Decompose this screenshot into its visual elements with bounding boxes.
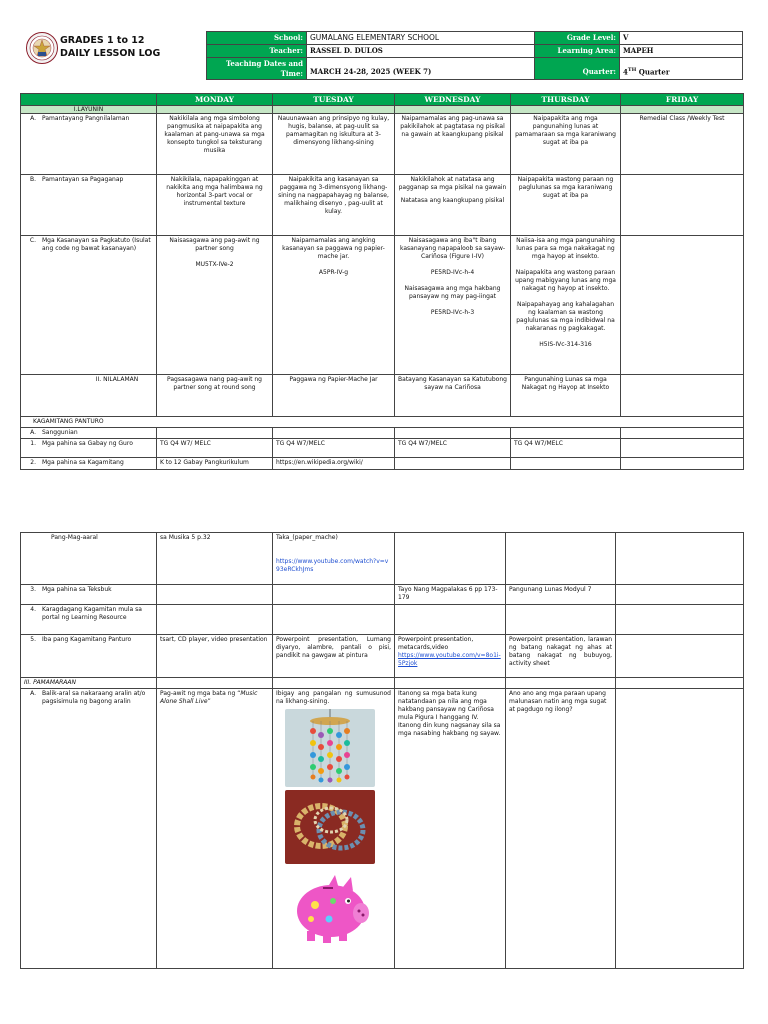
- cell-thursday: Pangunang Lunas Modyul 7: [506, 585, 616, 605]
- layunin-filler-wed: [395, 106, 511, 114]
- quarter-number: 4: [623, 67, 628, 76]
- cell-monday: Pagsasagawa nang pag-awit ng partner song at round song: [157, 375, 273, 417]
- layunin-filler-mon: [157, 106, 273, 114]
- day-tuesday: TUESDAY: [273, 94, 395, 106]
- cell-tuesday: [273, 428, 395, 439]
- header-info-table: [206, 31, 743, 80]
- day-thursday: THURSDAY: [511, 94, 621, 106]
- document-title: [60, 34, 160, 60]
- cell-text: Pag-awit ng mga bata ng “: [160, 690, 241, 697]
- deped-seal-icon: [26, 32, 58, 64]
- cell-friday: [616, 678, 744, 689]
- row-label-text: Karagdagang Kagamitan mula sa portal ng Learning Resource: [42, 606, 142, 621]
- cell-monday: [157, 689, 273, 969]
- cell-thursday: Naipapakita wastong paraan ng paglulunas sa mga karaniwang sugat at iba pa: [511, 175, 621, 236]
- teaching-dates-value: MARCH 24-28, 2025 (WEEK 7): [307, 58, 535, 80]
- cell-thursday: [511, 428, 621, 439]
- teaching-dates-label: [207, 58, 307, 80]
- row-mga-kasanayan: [21, 236, 744, 375]
- row-gabay-ng-guro: [21, 439, 744, 458]
- cell-wednesday: Itanong sa mga bata kung natatandaan pa nila ang mga hakbang pansayaw ng Cariñosa mula Pigura I hanggang IV. Itanong din kung nagsanay sila sa mga nasabing hakbang ng sayaw.: [395, 689, 506, 969]
- cell-thursday: [506, 678, 616, 689]
- day-monday: MONDAY: [157, 94, 273, 106]
- row-pamantayan-sa-pagaganap: [21, 175, 744, 236]
- school-label: School:: [207, 32, 307, 45]
- cell-friday: [621, 375, 744, 417]
- competency-code: MU5TX-IVe-2: [195, 261, 234, 268]
- row-label-text: Pamantayan sa Pagaganap: [42, 176, 124, 183]
- cell-monday: Nakikilala, napapakinggan at nakikita ang mga halimbawa ng horizontal 3-part vocal or instrumental texture: [157, 175, 273, 236]
- cell-tuesday: https://en.wikipedia.org/wiki/: [273, 458, 395, 470]
- cell-wednesday: [395, 175, 511, 236]
- cell-thursday: Ano ano ang mga paraan upang malunasan natin ang mga sugat at pagdugo ng ilong?: [506, 689, 616, 969]
- cell-paragraph: Naisasagawa ang mga hakbang pansayaw ng may pag-iingat: [404, 285, 501, 300]
- row-kagamitang-pang-mag-aaral-part1: [21, 458, 744, 470]
- row-label: [21, 428, 157, 439]
- row-iba-pang-kagamitan: [21, 635, 744, 678]
- cell-friday: [621, 236, 744, 375]
- cell-friday: Remedial Class /Weekly Test: [621, 114, 744, 175]
- cell-monday: K to 12 Gabay Pangkurikulum: [157, 458, 273, 470]
- competency-code: A5PR-IV-g: [318, 269, 349, 276]
- day-friday: FRIDAY: [621, 94, 744, 106]
- cell-text: Ibigay ang pangalan ng sumusunod na likhang-sining.: [276, 690, 391, 705]
- cell-tuesday: Naipakikita ang kasanayan sa paggawa ng 3-dimensyong likhang-sining na nagpapahayag ng balanse, malikhaing disenyo , pag-uulit at kulay.: [273, 175, 395, 236]
- row-label: [21, 458, 157, 470]
- learning-area-label: Learning Area:: [535, 45, 620, 58]
- cell-friday: [616, 533, 744, 585]
- cell-wednesday: TG Q4 W7/MELC: [395, 439, 511, 458]
- layunin-filler-fri: [621, 106, 744, 114]
- cell-monday: [157, 605, 273, 635]
- cell-paragraph: Nakikilahok at natatasa ang pagganap sa mga pisikal na gawain: [398, 176, 507, 191]
- row-kagamitang-panturo: [21, 417, 744, 428]
- row-number: B.: [29, 176, 36, 183]
- lesson-grid-page2: [20, 532, 744, 969]
- cell-friday: [621, 175, 744, 236]
- row-number: 3.: [30, 586, 36, 593]
- title-line-2: DAILY LESSON LOG: [60, 48, 161, 59]
- cell-wednesday: Batayang Kasanayan sa Katutubong sayaw na Cariñosa: [395, 375, 511, 417]
- title-line-1: GRADES 1 to 12: [60, 35, 145, 46]
- cell-monday: Nakikilala ang mga simbolong pangmusika at naipapakita ang kaalaman at pang-unawa sa mga konsepto tungkol sa teksturang musika: [157, 114, 273, 175]
- quarter-value: [620, 58, 743, 80]
- song-title: Music Alone Shall Live: [160, 690, 258, 705]
- cell-wednesday: [395, 458, 511, 470]
- quarter-label: Quarter:: [535, 58, 620, 80]
- youtube-link[interactable]: https://www.youtube.com/watch?v=v93eRCkhJms: [276, 558, 389, 573]
- cell-thursday: [511, 458, 621, 470]
- teacher-value: RASSEL D. DULOS: [307, 45, 535, 58]
- teaching-dates-label-line1: Teaching Dates and: [225, 59, 303, 68]
- row-label-text: Mga pahina sa Kagamitang: [42, 459, 124, 466]
- cell-wednesday: [395, 635, 506, 678]
- cell-paragraph: Naisasagawa ang pag-awit ng partner song: [169, 237, 260, 252]
- row-label-text: Balik-aral sa nakaraang aralin at/o pagsisimula ng bagong aralin: [42, 690, 146, 705]
- row-label-text: Iba pang Kagamitang Panturo: [42, 636, 132, 643]
- pamamaraan-heading: III. PAMAMARAAN: [21, 678, 157, 689]
- row-number: 5.: [30, 636, 36, 643]
- spacer: [276, 542, 391, 558]
- cell-thursday: [506, 605, 616, 635]
- cell-wednesday: [395, 236, 511, 375]
- row-number: 4.: [30, 606, 36, 613]
- row-label: [21, 585, 157, 605]
- row-karagdagang-kagamitan: [21, 605, 744, 635]
- lesson-grid-page1: [20, 93, 744, 470]
- layunin-filler-thu: [511, 106, 621, 114]
- row-label-text: Sanggunian: [42, 429, 78, 436]
- paper-bead-necklace-image: [285, 790, 375, 864]
- cell-monday: sa Musika 5 p.32: [157, 533, 273, 585]
- quarter-suffix: TH: [627, 66, 637, 73]
- competency-code: PE5RD-IVc-h-4: [430, 269, 475, 276]
- row-pamamaraan: [21, 678, 744, 689]
- cell-friday: [621, 458, 744, 470]
- cell-paragraph: Natatasa ang kaangkupang pisikal: [400, 197, 505, 204]
- cell-tuesday: [273, 236, 395, 375]
- papier-mache-piggy-bank-image: [285, 867, 375, 947]
- cell-thursday: Powerpoint presentation, larawan ng batang nakagat ng ahas at batang nakagat ng bubuyog, activity sheet: [506, 635, 616, 678]
- row-teksbuk: [21, 585, 744, 605]
- cell-wednesday: Tayo Nang Magpalakas 6 pp 173-179: [395, 585, 506, 605]
- cell-tuesday: [273, 605, 395, 635]
- grade-level-value: V: [620, 32, 743, 45]
- row-number: 2.: [30, 459, 36, 466]
- day-wednesday: WEDNESDAY: [395, 94, 511, 106]
- cell-paragraph: Naiisa-isa ang mga pangunahing lunas para sa mga nakakagat ng mga hayop at insekto.: [516, 237, 615, 260]
- cell-wednesday: [395, 678, 506, 689]
- cell-monday: [157, 428, 273, 439]
- cell-text: ”: [207, 698, 211, 705]
- cell-thursday: TG Q4 W7/MELC: [511, 439, 621, 458]
- cell-friday: [616, 689, 744, 969]
- row-number: C.: [29, 237, 36, 244]
- teaching-dates-label-line2: Time:: [280, 69, 303, 78]
- cell-tuesday: Nauunawaan ang prinsipyo ng kulay, hugis, balanse, at pag-uulit sa pamamagitan ng iskultura at 3-dimensyong likhang-sining: [273, 114, 395, 175]
- cell-paragraph: Naisasagawa ang iba"t ibang kasanayang napapaloob sa sayaw- Cariñosa (Figure I-IV): [399, 237, 506, 260]
- row-label: [21, 114, 157, 175]
- competency-code: PE5RD-IVc-h-3: [430, 309, 475, 316]
- row-label-text: Mga pahina sa Teksbuk: [42, 586, 112, 593]
- row-label-text: Pamantayang Pangnilalaman: [42, 115, 130, 122]
- layunin-heading: I.LAYUNIN: [21, 106, 157, 114]
- quarter-word: Quarter: [638, 67, 670, 76]
- cell-tuesday: [273, 678, 395, 689]
- teacher-label: Teacher:: [207, 45, 307, 58]
- hanging-mobile-artwork-image: [285, 709, 375, 787]
- cell-monday: [157, 678, 273, 689]
- row-label: [21, 439, 157, 458]
- learning-area-value: MAPEH: [620, 45, 743, 58]
- row-label-continued: Pang-Mag-aaral: [21, 533, 157, 585]
- row-label: [21, 635, 157, 678]
- row-label: [21, 689, 157, 969]
- cell-thursday: [511, 236, 621, 375]
- cell-tuesday: Paggawa ng Papier-Mache Jar: [273, 375, 395, 417]
- youtube-link[interactable]: https://www.youtube.com/v=8o1i-5Pzjok: [398, 652, 501, 667]
- nilalaman-heading: II. NILALAMAN: [21, 375, 157, 417]
- cell-paragraph: Naipapahayag ang kahalagahan ng kaalaman sa wastong paglulunas sa mga indibidwal na nakaranas ng pagkakagat.: [516, 301, 615, 332]
- cell-friday: [616, 605, 744, 635]
- row-label-text: Mga pahina sa Gabay ng Guro: [42, 440, 133, 447]
- cell-thursday: Naipapakita ang mga pangunahing lunas at pamamaraan sa mga karaniwang sugat at iba pa: [511, 114, 621, 175]
- blank-day-header: [21, 94, 157, 106]
- layunin-filler-tue: [273, 106, 395, 114]
- cell-wednesday: Naipamamalas ang pag-unawa sa pakikilahok at pagtatasa ng pisikal na gawain at kaangkupang pisikal: [395, 114, 511, 175]
- cell-friday: [621, 428, 744, 439]
- row-label: [21, 605, 157, 635]
- row-nilalaman: [21, 375, 744, 417]
- row-number: A.: [30, 690, 36, 697]
- cell-friday: [621, 439, 744, 458]
- cell-wednesday: [395, 428, 511, 439]
- row-sanggunian: [21, 428, 744, 439]
- cell-tuesday: Powerpoint presentation, Lumang diyaryo, alambre, pantali o pisi, pandikit na gawgaw at pintura: [273, 635, 395, 678]
- cell-thursday: [506, 533, 616, 585]
- row-label: [21, 236, 157, 375]
- kagamitan-heading: KAGAMITANG PANTURO: [21, 417, 744, 428]
- row-number: A.: [30, 115, 36, 122]
- row-balik-aral: [21, 689, 744, 969]
- school-value: GUMALANG ELEMENTARY SCHOOL: [307, 32, 535, 45]
- cell-tuesday: [273, 585, 395, 605]
- cell-monday: [157, 236, 273, 375]
- cell-tuesday: [273, 689, 395, 969]
- row-number: 1.: [30, 440, 36, 447]
- competency-code: H5IS-IVc-314-316: [539, 341, 592, 348]
- cell-thursday: Pangunahing Lunas sa mga Nakagat ng Hayop at Insekto: [511, 375, 621, 417]
- cell-tuesday: [273, 533, 395, 585]
- grade-level-label: Grade Level:: [535, 32, 620, 45]
- row-number: A.: [30, 429, 36, 436]
- cell-wednesday: [395, 533, 506, 585]
- cell-paragraph: Naipamamalas ang angking kasanayan sa paggawa ng papier-mache jar.: [282, 237, 385, 260]
- cell-tuesday: TG Q4 W7/MELC: [273, 439, 395, 458]
- cell-paragraph: Naipapakita ang wastong paraan upang mabigyang lunas ang mga nakagat ng hayop at insekto.: [515, 269, 616, 292]
- day-header-row: [21, 94, 744, 106]
- cell-monday: [157, 585, 273, 605]
- row-kagamitang-pang-mag-aaral-part2: [21, 533, 744, 585]
- row-pamantayang-pangnilalaman: [21, 114, 744, 175]
- cell-monday: TG Q4 W7/ MELC: [157, 439, 273, 458]
- cell-link-continued: Taka_(paper_mache): [276, 534, 338, 541]
- row-label-text: Mga Kasanayan sa Pagkatuto (Isulat ang code ng bawat kasanayan): [42, 237, 151, 252]
- row-label: [21, 175, 157, 236]
- layunin-row: [21, 106, 744, 114]
- cell-text: Powerpoint presentation, metacards,video: [398, 636, 474, 651]
- cell-wednesday: [395, 605, 506, 635]
- cell-friday: [616, 635, 744, 678]
- cell-friday: [616, 585, 744, 605]
- cell-monday: tsart, CD player, video presentation: [157, 635, 273, 678]
